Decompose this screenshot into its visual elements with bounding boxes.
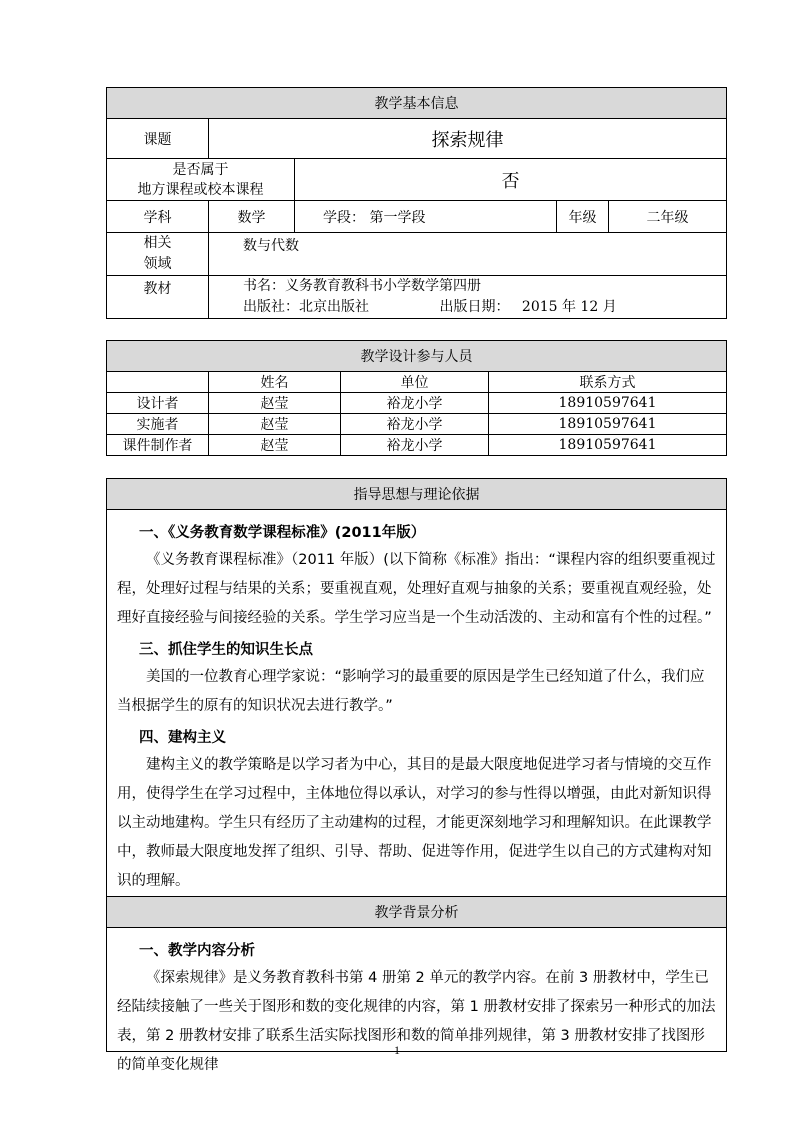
background-header: 教学背景分析 [107,897,727,928]
subject-value: 数学 [209,201,295,233]
participant-unit: 裕龙小学 [341,393,489,414]
field-label-line2: 领域 [143,256,172,272]
subject-label: 学科 [107,201,209,233]
participant-role: 实施者 [107,414,209,435]
field-label-line1: 相关 [143,235,172,251]
participant-unit: 裕龙小学 [341,414,489,435]
theory-body [107,510,727,897]
field-value: 数与代数 [209,233,727,276]
participant-name: 赵莹 [209,435,341,456]
basic-info-table [106,87,727,319]
local-course-label-line1: 是否属于 [172,161,229,178]
textbook-info [209,276,727,319]
participants-header: 教学设计参与人员 [107,341,727,372]
participant-role: 课件制作者 [107,435,209,456]
textbook-name: 书名：义务教育教科书小学数学第四册 [243,278,481,294]
participant-phone: 18910597641 [489,435,727,456]
col-header-contact: 联系方式 [489,372,727,393]
field-label [107,233,209,276]
theory-section3-text: 建构主义的教学策略是以学习者为中心，其目的是最大限度地促进学习者与情境的交互作用，使得学生在学习过程中，主体地位得以承认，对学习的参与性得以增强，由此对新知识得以主动地建构。学生只有经历了主动建构的过程，才能更深刻地学习和理解知识。在此课教学中，教师最大限度地发挥了组织、引导、帮助、促进等作用，促进学生以自己的方式建构对知识的理解。 [117,757,712,889]
background-section1-title: 一、教学内容分析 [139,943,255,959]
participant-role: 设计者 [107,393,209,414]
textbook-label: 教材 [107,276,209,319]
participant-unit: 裕龙小学 [341,435,489,456]
theory-section3-title: 四、建构主义 [139,730,226,746]
topic-value: 探索规律 [209,119,727,159]
textbook-publisher-line [243,297,720,318]
participants-table [106,340,727,456]
grade-value: 二年级 [609,201,727,233]
table-row [107,393,727,414]
topic-label: 课题 [107,119,209,159]
participant-phone: 18910597641 [489,414,727,435]
table-row [107,414,727,435]
col-header-role [107,372,209,393]
participant-name: 赵莹 [209,414,341,435]
background-body [107,928,727,1073]
theory-table [106,478,727,1073]
basic-info-header: 教学基本信息 [107,88,727,119]
theory-header: 指导思想与理论依据 [107,479,727,510]
publisher: 出版社：北京出版社 [243,299,369,315]
table-row [107,435,727,456]
col-header-unit: 单位 [341,372,489,393]
pub-date-label: 出版日期： [439,299,510,315]
local-course-value: 否 [295,159,727,201]
theory-section1-text: 《义务教育课程标准》（2011 年版）(以下简称《标准》指出：“课程内容的组织要重视过程，处理好过程与结果的关系；要重视直观，处理好直观与抽象的关系；要重视直观经验，处理好直接经验与间接经验的关系。学生学习应当是一个生动活泼的、主动和富有个性的过程。” [117,552,716,626]
theory-section2-title: 三、抓住学生的知识生长点 [139,642,313,658]
col-header-name: 姓名 [209,372,341,393]
pub-date-value: 2015 年 12 月 [521,299,617,315]
theory-section2-text: 美国的一位教育心理学家说：“影响学习的最重要的原因是学生已经知道了什么，我们应当根据学生的原有的知识状况去进行教学。” [117,669,705,714]
local-course-label-line2: 地方课程或校本课程 [137,181,264,198]
participant-name: 赵莹 [209,393,341,414]
page-number: 1 [394,1043,400,1057]
local-course-label [107,159,295,201]
stage-value: 学段： 第一学段 [295,201,557,233]
participant-phone: 18910597641 [489,393,727,414]
theory-section1-title: 一、《义务教育数学课程标准》(2011年版） [139,525,426,541]
grade-label: 年级 [557,201,609,233]
background-section1-text: 《探索规律》是义务教育教科书第 4 册第 2 单元的教学内容。在前 3 册教材中，学生已经陆续接触了一些关于图形和数的变化规律的内容，第 1 册教材安排了探索另一种形式的加法表，第 2 册教材安排了联系生活实际找图形和数的简单排列规律，第 3 册教材安排了找图形的简单变化规律 [117,970,716,1073]
